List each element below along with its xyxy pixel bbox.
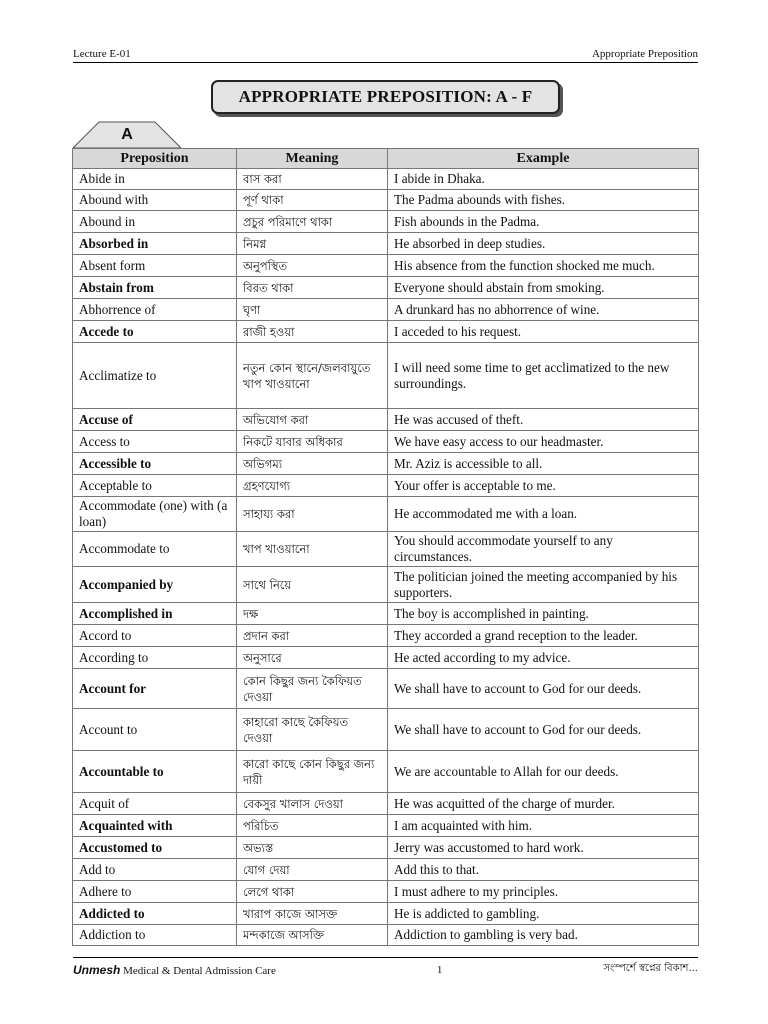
table-row [73,669,699,709]
cell-example: He absorbed in deep studies. [388,233,699,255]
cell-preposition: Acclimatize to [73,343,237,409]
table-row [73,815,699,837]
cell-example: You should accommodate yourself to any circumstances. [388,532,699,567]
table-row [73,431,699,453]
cell-example: Your offer is acceptable to me. [388,475,699,497]
cell-preposition: Addicted to [73,903,237,925]
cell-example: We are accountable to Allah for our deeds. [388,751,699,793]
cell-example: He is addicted to gambling. [388,903,699,925]
page-footer [73,961,698,978]
cell-preposition: Abhorrence of [73,299,237,321]
table-row [73,233,699,255]
preposition-table [72,148,699,946]
cell-preposition: Abound with [73,190,237,211]
table-row [73,751,699,793]
section-tab-label: A [121,126,133,143]
cell-meaning: প্রদান করা [237,625,388,647]
table-row [73,532,699,567]
cell-meaning: মন্দকাজে আসক্তি [237,925,388,946]
cell-preposition: Adhere to [73,881,237,903]
cell-preposition: According to [73,647,237,669]
table-row [73,211,699,233]
cell-preposition: Accommodate (one) with (a loan) [73,497,237,532]
cell-example: The boy is accomplished in painting. [388,603,699,625]
cell-preposition: Absorbed in [73,233,237,255]
table-row [73,793,699,815]
table-row [73,299,699,321]
cell-meaning: সাহায্য করা [237,497,388,532]
cell-meaning: গ্রহণযোগ্য [237,475,388,497]
table-row [73,475,699,497]
cell-example: Everyone should abstain from smoking. [388,277,699,299]
cell-example: A drunkard has no abhorrence of wine. [388,299,699,321]
cell-meaning: নিমগ্ন [237,233,388,255]
cell-example: His absence from the function shocked me much. [388,255,699,277]
table-row [73,647,699,669]
cell-meaning: যোগ দেয়া [237,859,388,881]
cell-example: I am acquainted with him. [388,815,699,837]
cell-preposition: Accord to [73,625,237,647]
cell-meaning: লেগে থাকা [237,881,388,903]
cell-example: He was acquitted of the charge of murder. [388,793,699,815]
cell-preposition: Absent form [73,255,237,277]
cell-meaning: নতুন কোন স্থানে/জলবায়ুতে খাপ খাওয়ানো [237,343,388,409]
cell-meaning: প্রচুর পরিমাণে থাকা [237,211,388,233]
cell-example: He acted according to my advice. [388,647,699,669]
table-row [73,625,699,647]
cell-preposition: Accuse of [73,409,237,431]
cell-example: He was accused of theft. [388,409,699,431]
cell-preposition: Account to [73,709,237,751]
cell-preposition: Access to [73,431,237,453]
cell-meaning: খাপ খাওয়ানো [237,532,388,567]
cell-meaning: দক্ষ [237,603,388,625]
cell-meaning: ঘৃণা [237,299,388,321]
cell-meaning: বেকসুর খালাস দেওয়া [237,793,388,815]
cell-preposition: Acceptable to [73,475,237,497]
footer-brand-block [73,963,276,977]
table-row [73,343,699,409]
cell-example: Jerry was accustomed to hard work. [388,837,699,859]
cell-meaning: অভিযোগ করা [237,409,388,431]
cell-preposition: Abide in [73,169,237,190]
cell-meaning: অভ্যস্ত [237,837,388,859]
cell-example: I will need some time to get acclimatized to the new surroundings. [388,343,699,409]
cell-example: He accommodated me with a loan. [388,497,699,532]
cell-example: We shall have to account to God for our deeds. [388,709,699,751]
cell-example: They accorded a grand reception to the leader. [388,625,699,647]
column-header-example: Example [388,149,699,169]
cell-preposition: Abound in [73,211,237,233]
cell-preposition: Accessible to [73,453,237,475]
cell-preposition: Acquit of [73,793,237,815]
table-row [73,190,699,211]
header-divider [73,62,698,63]
cell-meaning: নিকটে যাবার অধিকার [237,431,388,453]
cell-example: The Padma abounds with fishes. [388,190,699,211]
cell-example: I must adhere to my principles. [388,881,699,903]
table-row [73,169,699,190]
cell-meaning: অভিগম্য [237,453,388,475]
table-body [73,169,699,946]
cell-preposition: Accountable to [73,751,237,793]
table-row [73,603,699,625]
cell-meaning: পূর্ণ থাকা [237,190,388,211]
table-row [73,709,699,751]
cell-preposition: Accede to [73,321,237,343]
cell-preposition: Accustomed to [73,837,237,859]
footer-brand-logo: Unmesh [73,962,121,977]
page-header [73,48,698,60]
cell-meaning: খারাপ কাজে আসক্ত [237,903,388,925]
cell-example: Mr. Aziz is accessible to all. [388,453,699,475]
table-row [73,881,699,903]
cell-meaning: বিরত থাকা [237,277,388,299]
header-right: Appropriate Preposition [591,48,698,60]
table-row [73,925,699,946]
cell-preposition: Add to [73,859,237,881]
cell-meaning: রাজী হওয়া [237,321,388,343]
cell-example: The politician joined the meeting accompanied by his supporters. [388,567,699,603]
cell-meaning: বাস করা [237,169,388,190]
table-row [73,567,699,603]
cell-preposition: Accompanied by [73,567,237,603]
page-number: 1 [436,963,443,976]
cell-example: Add this to that. [388,859,699,881]
footer-brand-subtitle: Medical & Dental Admission Care [123,964,276,977]
cell-example: We have easy access to our headmaster. [388,431,699,453]
table-row [73,321,699,343]
section-tab [73,121,181,149]
cell-example: I acceded to his request. [388,321,699,343]
table-row [73,497,699,532]
column-header-preposition: Preposition [73,149,237,169]
table-header-row [73,149,699,169]
column-header-meaning: Meaning [237,149,388,169]
cell-example: Addiction to gambling is very bad. [388,925,699,946]
table-row [73,255,699,277]
cell-meaning: কারো কাছে কোন কিছুর জন্য দায়ী [237,751,388,793]
cell-example: We shall have to account to God for our deeds. [388,669,699,709]
table-row [73,453,699,475]
table-row [73,409,699,431]
cell-preposition: Addiction to [73,925,237,946]
footer-tagline: সংস্পর্শে স্বপ্নের বিকাশ... [603,963,698,974]
page-title: APPROPRIATE PREPOSITION: A - F [211,80,560,114]
cell-meaning: কাহারো কাছে কৈফিয়ত দেওয়া [237,709,388,751]
table-row [73,859,699,881]
cell-preposition: Account for [73,669,237,709]
cell-example: I abide in Dhaka. [388,169,699,190]
cell-meaning: অনুসারে [237,647,388,669]
cell-preposition: Acquainted with [73,815,237,837]
cell-preposition: Accomplished in [73,603,237,625]
cell-example: Fish abounds in the Padma. [388,211,699,233]
table-row [73,837,699,859]
cell-meaning: সাথে নিয়ে [237,567,388,603]
cell-preposition: Abstain from [73,277,237,299]
cell-meaning: পরিচিত [237,815,388,837]
cell-meaning: কোন কিছুর জন্য কৈফিয়ত দেওয়া [237,669,388,709]
cell-preposition: Accommodate to [73,532,237,567]
cell-meaning: অনুপস্থিত [237,255,388,277]
footer-divider [73,957,698,958]
header-left: Lecture E-01 [73,48,131,60]
table-row [73,277,699,299]
table-row [73,903,699,925]
